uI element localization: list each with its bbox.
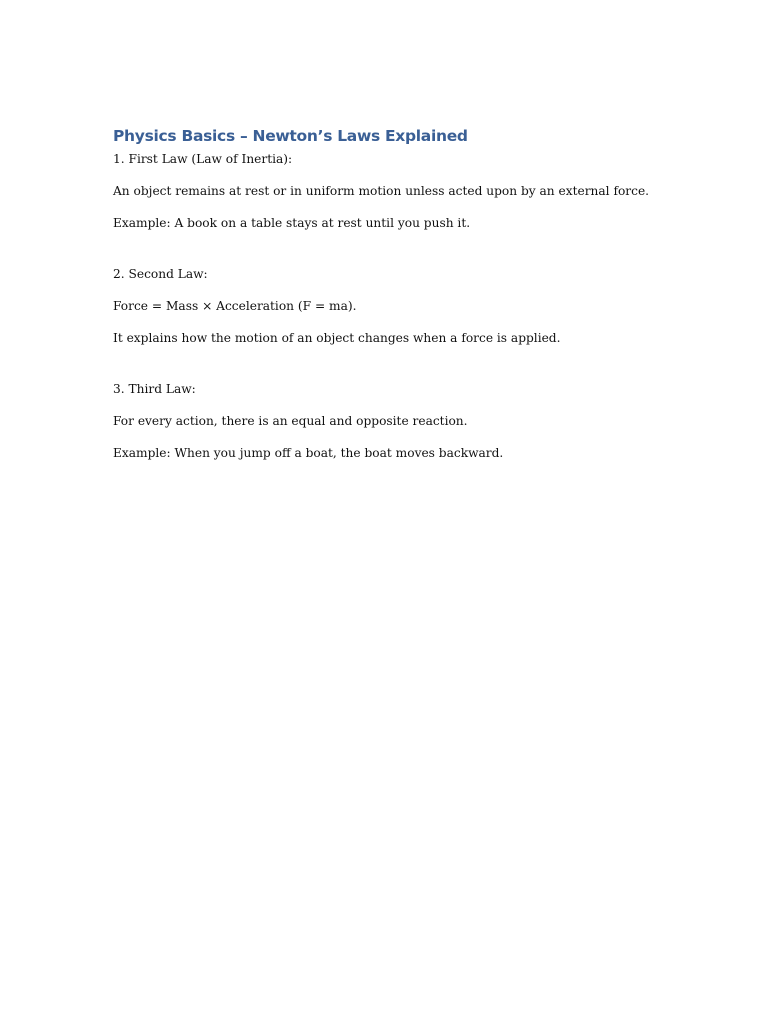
second-law-formula: Force = Mass × Acceleration (F = ma). (113, 299, 357, 313)
first-law-example: Example: A book on a table stays at rest until you push it. (113, 216, 471, 230)
third-law-example: Example: When you jump off a boat, the boat moves backward. (113, 446, 504, 460)
section-heading-first-law: 1. First Law (Law of Inertia): (113, 152, 293, 166)
document-body (113, 124, 673, 461)
second-law-explanation: It explains how the motion of an object changes when a force is applied. (113, 331, 561, 345)
third-law-definition: For every action, there is an equal and opposite reaction. (113, 414, 468, 428)
section-heading-third-law: 3. Third Law: (113, 382, 196, 396)
section-heading-second-law: 2. Second Law: (113, 267, 208, 281)
document-title: Physics Basics – Newton’s Laws Explained (113, 127, 468, 145)
first-law-definition: An object remains at rest or in uniform motion unless acted upon by an external force. (113, 184, 650, 198)
